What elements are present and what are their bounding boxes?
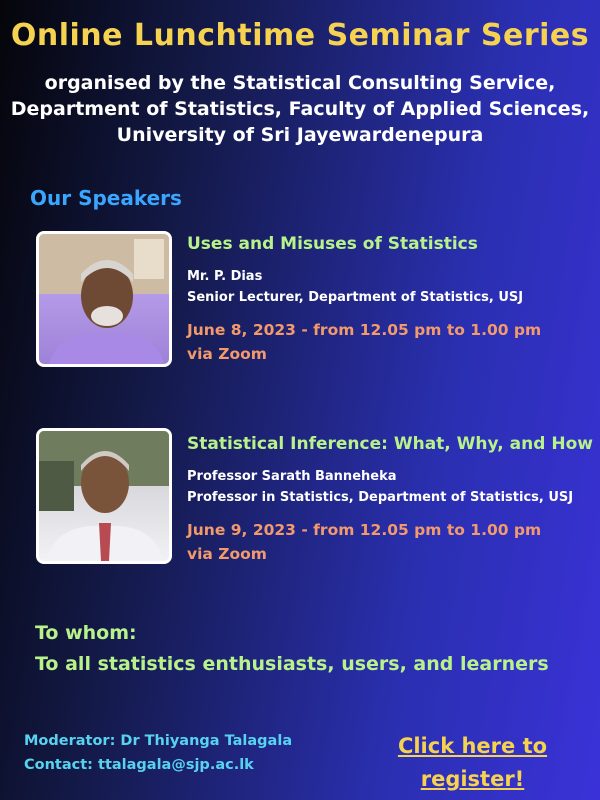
speakers-heading: Our Speakers: [30, 186, 182, 210]
speaker-name: Professor Sarath Banneheka: [187, 469, 397, 484]
speaker-name: Mr. P. Dias: [187, 269, 263, 284]
speaker-portrait-icon: [39, 234, 169, 364]
moderator-info: Moderator: Dr Thiyanga Talagala: [24, 733, 293, 749]
talk-title: Statistical Inference: What, Why, and How: [187, 434, 593, 454]
speaker-role: Professor in Statistics, Department of Statistics, USJ: [187, 490, 574, 505]
register-link-line[interactable]: Click here to: [397, 734, 548, 758]
speaker-role: Senior Lecturer, Department of Statistics, USJ: [187, 290, 524, 305]
talk-platform: via Zoom: [187, 545, 267, 563]
speaker-portrait-icon: [39, 431, 169, 561]
organiser-line: University of Sri Jayewardenepura: [116, 124, 484, 146]
organiser-line: organised by the Statistical Consulting Service,: [44, 72, 556, 94]
audience-text: To all statistics enthusiasts, users, and learners: [35, 653, 549, 675]
talk-platform: via Zoom: [187, 345, 267, 363]
organiser-line: Department of Statistics, Faculty of Applied Sciences,: [10, 98, 590, 120]
organiser-info: [10, 70, 590, 148]
talk-title: Uses and Misuses of Statistics: [187, 234, 478, 254]
speaker-photo-dias: [36, 231, 172, 367]
seminar-title: Online Lunchtime Seminar Series: [10, 18, 590, 53]
contact-email[interactable]: Contact: ttalagala@sjp.ac.lk: [24, 757, 254, 773]
audience-label: To whom:: [35, 622, 137, 644]
talk-date: June 8, 2023 - from 12.05 pm to 1.00 pm: [187, 321, 542, 339]
talk-date: June 9, 2023 - from 12.05 pm to 1.00 pm: [187, 521, 542, 539]
speaker-photo-banneheka: [36, 428, 172, 564]
register-link-line[interactable]: register!: [420, 767, 525, 791]
register-link[interactable]: [385, 730, 560, 796]
